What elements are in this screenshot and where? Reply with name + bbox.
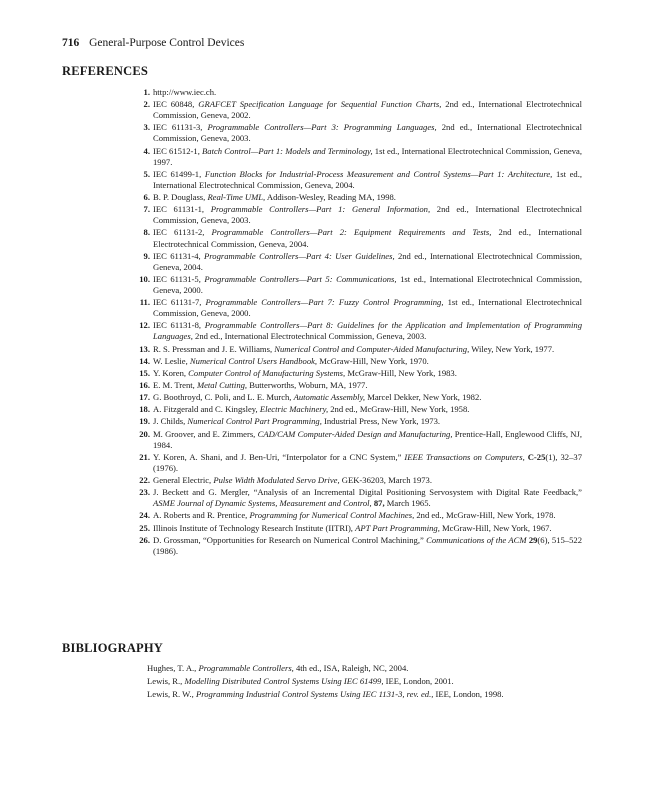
citation-title: Programmable Controllers—Part 5: Communications, bbox=[204, 273, 397, 284]
bibliography-item bbox=[147, 688, 587, 701]
citation-text: Prentice-Hall, Englewood Cliffs, NJ, 1984. bbox=[153, 428, 582, 450]
reference-number: 5 . bbox=[134, 169, 150, 180]
citation-text: 2nd ed., International Electrotechnical Commission, Geneva, 2004. bbox=[153, 250, 582, 272]
reference-item bbox=[140, 344, 582, 355]
reference-number: 2 . bbox=[134, 99, 150, 110]
citation-text: IEC 61131-3, bbox=[153, 122, 208, 133]
reference-item bbox=[140, 416, 582, 427]
citation-text: (1), 32–37 (1976). bbox=[153, 451, 582, 473]
citation-text: Industrial Press, New York, 1973. bbox=[321, 416, 441, 427]
citation-text: M. Groover, and E. Zimmers, bbox=[153, 428, 258, 439]
citation-volume: C-25 bbox=[524, 451, 546, 462]
citation-text: G. Boothroyd, C. Poli, and L. E. Murch, bbox=[153, 392, 294, 403]
citation-text: 1st ed., International Electrotechnical Commission, Geneva, 1997. bbox=[153, 145, 582, 167]
reference-number: 14 . bbox=[134, 356, 150, 367]
citation-text: http://www.iec.ch. bbox=[153, 87, 217, 97]
citation-title: Communications of the ACM bbox=[426, 534, 527, 545]
citation-text: Illinois Institute of Technology Research Institute (IITRI), bbox=[153, 522, 356, 533]
chapter-title: General-Purpose Control Devices bbox=[89, 37, 245, 49]
reference-item bbox=[140, 429, 582, 451]
citation-title: Programmable Controllers—Part 4: User Guidelines, bbox=[204, 250, 395, 261]
reference-number: 25 . bbox=[134, 523, 150, 534]
citation-text: IEC 61131-8, bbox=[153, 320, 205, 331]
reference-item bbox=[140, 87, 582, 98]
citation-volume: 29 bbox=[526, 534, 538, 545]
reference-number: 13 . bbox=[134, 344, 150, 355]
citation-title: GRAFCET Specification Language for Sequential Function Charts, bbox=[198, 99, 442, 110]
reference-number: 9 . bbox=[134, 251, 150, 262]
citation-text: IEC 61131-5, bbox=[153, 273, 205, 284]
citation-text: 1st ed., International Electrotechnical Commission, Geneva, 2004. bbox=[153, 168, 583, 190]
references-list bbox=[140, 87, 582, 558]
citation-text: McGraw-Hill, New York, 1967. bbox=[439, 522, 552, 533]
reference-number: 12 . bbox=[134, 320, 150, 331]
citation-title: Pulse Width Modulated Servo Drive, bbox=[213, 475, 340, 486]
citation-title: Programmable Controllers—Part 8: Guidelines for the Application and Implementation of Programming Languages, bbox=[153, 320, 582, 342]
reference-item bbox=[140, 535, 582, 557]
citation-title: Programmable Controllers—Part 2: Equipment Requirements and Tests, bbox=[211, 227, 492, 238]
citation-text: 2nd ed., McGraw-Hill, New York, 1978. bbox=[414, 510, 556, 521]
citation-text: A. Fitzgerald and C. Kingsley, bbox=[153, 404, 260, 415]
reference-number: 18 . bbox=[134, 404, 150, 415]
citation-text: Y. Koren, A. Shani, and J. Ben-Uri, “Interpolator for a CNC System,” bbox=[153, 451, 405, 462]
reference-item bbox=[140, 510, 582, 521]
reference-item bbox=[140, 487, 582, 509]
bibliography-list bbox=[147, 662, 587, 701]
citation-title: Function Blocks for Industrial-Process Measurement and Control Systems—Part 1: Architecture, bbox=[204, 168, 553, 179]
citation-text: IEC 61131-2, bbox=[153, 227, 212, 238]
citation-text: 2nd ed., International Electrotechnical Commission, Geneva, 2003. bbox=[153, 204, 582, 226]
citation-text: J. Beckett and G. Mergler, “Analysis of an Incremental Digital Positioning Servosystem with Digital Rate Feedback,” bbox=[153, 487, 582, 498]
citation-title: Programmable Controllers—Part 1: General Information, bbox=[210, 204, 431, 215]
citation-text: Marcel Dekker, New York, 1982. bbox=[365, 392, 482, 403]
reference-item bbox=[140, 392, 582, 403]
reference-number: 7 . bbox=[134, 204, 150, 215]
citation-text: 2nd ed., International Electrotechnical Commission, Geneva, 2004. bbox=[153, 227, 582, 249]
citation-text: Lewis, R. W., bbox=[147, 689, 196, 699]
citation-text: McGraw-Hill, New York, 1983. bbox=[345, 367, 457, 378]
citation-text: General Electric, bbox=[153, 475, 214, 486]
citation-text: McGraw-Hill, New York, 1970. bbox=[317, 355, 429, 366]
citation-text: GEK-36203, March 1973. bbox=[339, 475, 432, 486]
reference-item bbox=[140, 169, 582, 191]
reference-number: 3 . bbox=[134, 122, 150, 133]
running-head bbox=[62, 37, 244, 49]
reference-number: 19 . bbox=[134, 416, 150, 427]
reference-item bbox=[140, 146, 582, 168]
citation-title: Programming for Numerical Control Machines, bbox=[249, 510, 415, 521]
citation-title: Programmable Controllers, bbox=[198, 663, 294, 673]
reference-item bbox=[140, 297, 582, 319]
citation-title: Numerical Control and Computer-Aided Manufacturing, bbox=[274, 343, 470, 354]
citation-title: CAD/CAM Computer-Aided Design and Manufacturing, bbox=[257, 428, 453, 439]
citation-text: 2nd ed., International Electrotechnical Commission, Geneva, 2003. bbox=[192, 331, 427, 342]
citation-title: Programmable Controllers—Part 3: Programming Languages, bbox=[207, 122, 437, 133]
bibliography-item bbox=[147, 675, 587, 688]
bibliography-heading: BIBLIOGRAPHY bbox=[62, 641, 164, 655]
citation-text: J. Childs, bbox=[153, 416, 188, 427]
citation-title: IEEE Transactions on Computers, bbox=[404, 451, 525, 462]
citation-text: Wiley, New York, 1977. bbox=[469, 343, 555, 354]
reference-number: 17 . bbox=[134, 392, 150, 403]
reference-number: 15 . bbox=[134, 368, 150, 379]
citation-text: Hughes, T. A., bbox=[147, 663, 199, 673]
reference-number: 24 . bbox=[134, 510, 150, 521]
bibliography-item bbox=[147, 662, 587, 675]
reference-item bbox=[140, 523, 582, 534]
reference-item bbox=[140, 251, 582, 273]
citation-title: APT Part Programming, bbox=[355, 522, 440, 533]
citation-title: ASME Journal of Dynamic Systems, Measurement and Control, bbox=[153, 498, 372, 509]
citation-title: Numerical Control Part Programming, bbox=[187, 416, 322, 427]
citation-title: Modelling Distributed Control Systems Using IEC 61499, bbox=[184, 676, 384, 686]
reference-number: 11 . bbox=[134, 297, 150, 308]
citation-volume: 87, bbox=[371, 498, 385, 509]
citation-text: 1st ed., International Electrotechnical Commission, Geneva, 2000. bbox=[153, 273, 582, 296]
reference-number: 20 . bbox=[134, 429, 150, 440]
reference-item bbox=[140, 475, 582, 486]
citation-text: D. Grossman, “Opportunities for Research on Numerical Control Machining,” bbox=[153, 534, 427, 545]
citation-text: IEC 60848, bbox=[153, 99, 199, 110]
citation-text: R. S. Pressman and J. E. Williams, bbox=[153, 343, 275, 354]
reference-item bbox=[140, 404, 582, 415]
citation-text: (6), 515–522 (1986). bbox=[153, 534, 582, 556]
page-number: 716 bbox=[62, 37, 80, 49]
citation-text: 2nd ed., McGraw-Hill, New York, 1958. bbox=[328, 404, 470, 415]
citation-title: Electric Machinery, bbox=[259, 404, 329, 415]
reference-number: 23 . bbox=[134, 487, 150, 498]
citation-text: Y. Koren, bbox=[153, 367, 189, 378]
citation-title: Programming Industrial Control Systems Using IEC 1131-3, rev. ed., bbox=[195, 689, 434, 699]
reference-item bbox=[140, 192, 582, 203]
reference-item bbox=[140, 227, 582, 249]
references-heading: REFERENCES bbox=[62, 64, 149, 78]
reference-item bbox=[140, 452, 582, 474]
reference-item bbox=[140, 368, 582, 379]
citation-text: 4th ed., ISA, Raleigh, NC, 2004. bbox=[293, 663, 409, 673]
citation-text: Butterworths, Woburn, MA, 1977. bbox=[247, 380, 368, 391]
reference-number: 21 . bbox=[134, 452, 150, 463]
reference-item bbox=[140, 122, 582, 144]
citation-text: Addison-Wesley, Reading MA, 1998. bbox=[265, 192, 396, 203]
reference-number: 26 . bbox=[134, 535, 150, 546]
citation-text: IEE, London, 2001. bbox=[383, 676, 454, 686]
citation-text: 2nd ed., International Electrotechnical Commission, Geneva, 2002. bbox=[153, 99, 583, 121]
citation-text: W. Leslie, bbox=[153, 355, 190, 366]
reference-number: 1 . bbox=[134, 87, 150, 98]
reference-number: 16 . bbox=[134, 380, 150, 391]
citation-text: IEE, London, 1998. bbox=[433, 689, 504, 699]
reference-number: 8 . bbox=[134, 227, 150, 238]
citation-text: IEC 61131-7, bbox=[153, 297, 206, 308]
citation-title: Automatic Assembly, bbox=[293, 392, 366, 403]
citation-title: Computer Control of Manufacturing Systems, bbox=[188, 367, 346, 378]
citation-title: Programmable Controllers—Part 7: Fuzzy Control Programming, bbox=[205, 297, 444, 308]
citation-title: Batch Control—Part 1: Models and Terminology, bbox=[202, 145, 373, 156]
citation-text: IEC 61499-1, bbox=[153, 168, 205, 179]
citation-text: 1st ed., International Electrotechnical Commission, Geneva, 2000. bbox=[153, 297, 582, 319]
citation-text: Lewis, R., bbox=[147, 676, 185, 686]
reference-number: 4 . bbox=[134, 146, 150, 157]
reference-item bbox=[140, 204, 582, 226]
reference-number: 6 . bbox=[134, 192, 150, 203]
citation-text: 2nd ed., International Electrotechnical Commission, Geneva, 2003. bbox=[153, 122, 582, 144]
reference-item bbox=[140, 380, 582, 391]
citation-text: IEC 61131-1, bbox=[153, 204, 211, 215]
citation-text: A. Roberts and R. Prentice, bbox=[153, 510, 250, 521]
citation-text: March 1965. bbox=[384, 498, 431, 509]
citation-text: B. P. Douglass, bbox=[153, 192, 208, 203]
citation-text: E. M. Trent, bbox=[153, 380, 197, 391]
citation-title: Numerical Control Users Handbook, bbox=[189, 355, 318, 366]
citation-title: Real-Time UML, bbox=[207, 192, 266, 203]
reference-item bbox=[140, 320, 582, 342]
citation-title: Metal Cutting, bbox=[196, 380, 248, 391]
reference-number: 10 . bbox=[134, 274, 150, 285]
reference-item bbox=[140, 99, 582, 121]
reference-item bbox=[140, 356, 582, 367]
citation-text: IEC 61131-4, bbox=[153, 250, 205, 261]
citation-text: IEC 61512-1, bbox=[153, 145, 203, 156]
reference-item bbox=[140, 274, 582, 296]
reference-number: 22 . bbox=[134, 475, 150, 486]
